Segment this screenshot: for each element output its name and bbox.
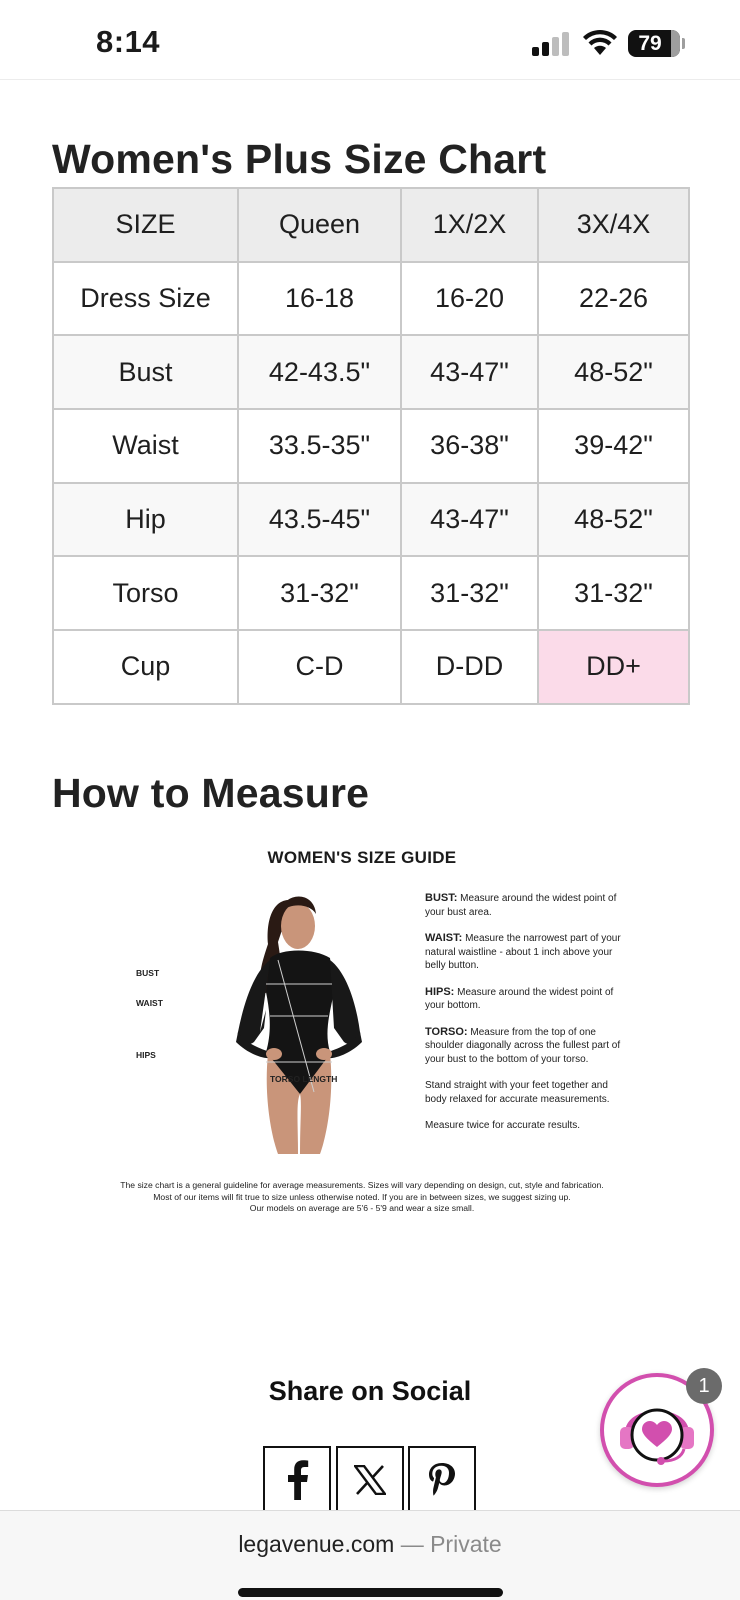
table-cell: 36-38" (401, 409, 538, 483)
private-mode-label: Private (430, 1531, 502, 1557)
url-display[interactable] (0, 1531, 740, 1558)
instruction-stand: Stand straight with your feet together and body relaxed for accurate measurements. (425, 1080, 610, 1105)
url-domain: legavenue.com (238, 1531, 395, 1557)
table-cell: 16-20 (401, 262, 538, 336)
row-label: Torso (53, 556, 238, 630)
x-share-button[interactable] (336, 1446, 404, 1514)
table-cell: 43.5-45" (238, 483, 401, 557)
header-1x2x: 1X/2X (401, 188, 538, 262)
size-guide-title: WOMEN'S SIZE GUIDE (267, 848, 457, 867)
table-row (53, 262, 689, 336)
row-label: Dress Size (53, 262, 238, 336)
share-title: Share on Social (268, 1376, 472, 1406)
table-row (53, 630, 689, 704)
table-cell: C-D (238, 630, 401, 704)
row-label: Bust (53, 335, 238, 409)
how-to-measure-title: How to Measure (52, 770, 370, 816)
instruction-hips: HIPS: Measure around the widest point of your bottom. (425, 985, 614, 1011)
model-figure-illustration (174, 882, 404, 1154)
instruction-twice: Measure twice for accurate results. (425, 1120, 581, 1131)
url-separator: — (394, 1531, 431, 1557)
table-cell-highlighted: DD+ (538, 630, 689, 704)
table-cell: D-DD (401, 630, 538, 704)
header-queen: Queen (238, 188, 401, 262)
table-cell: 31-32" (238, 556, 401, 630)
instruction-waist: WAIST: Measure the narrowest part of your natural waistline - about 1 inch above your belly button. (425, 932, 621, 971)
table-cell: 48-52" (538, 335, 689, 409)
row-label: Waist (53, 409, 238, 483)
instruction-bust: BUST: Measure around the widest point of your bust area. (425, 892, 617, 918)
size-chart-title: Women's Plus Size Chart (52, 136, 547, 182)
measurement-instructions (425, 892, 621, 1146)
hips-label: HIPS (136, 1050, 156, 1060)
bust-label: BUST (136, 968, 160, 978)
pinterest-icon (427, 1461, 457, 1499)
battery-tip (682, 38, 685, 49)
facebook-icon (284, 1460, 310, 1500)
header-3x4x: 3X/4X (538, 188, 689, 262)
table-cell: 48-52" (538, 483, 689, 557)
battery-icon (628, 30, 680, 57)
battery-level: 79 (638, 32, 662, 55)
table-cell: 31-32" (538, 556, 689, 630)
table-row (53, 409, 689, 483)
home-indicator[interactable] (238, 1588, 503, 1597)
table-cell: 43-47" (401, 483, 538, 557)
row-label: Hip (53, 483, 238, 557)
table-cell: 39-42" (538, 409, 689, 483)
table-cell: 42-43.5" (238, 335, 401, 409)
size-guide-footnote: The size chart is a general guideline for average measurements. Sizes will vary depending on design, cut, style and fabrication. Most of our items will fit true to size unless otherwise noted. If you are in between sizes, we suggest sizing up. Our models on average are 5'6 - 5'9 and wear a size small. (120, 1180, 604, 1213)
pinterest-share-button[interactable] (408, 1446, 476, 1514)
status-bar (0, 0, 740, 80)
table-cell: 22-26 (538, 262, 689, 336)
instruction-torso: TORSO: Measure from the top of one shoulder diagonally across the fullest part of your bust to the bottom of your torso. (425, 1025, 621, 1065)
table-row (53, 335, 689, 409)
size-guide-image (110, 840, 630, 1220)
chat-notification-badge: 1 (686, 1368, 722, 1404)
x-icon (354, 1465, 386, 1495)
table-cell: 43-47" (401, 335, 538, 409)
size-chart-table (52, 187, 690, 705)
status-time: 8:14 (96, 24, 161, 59)
cellular-signal-icon (532, 32, 572, 56)
wifi-icon (582, 28, 618, 56)
table-row (53, 556, 689, 630)
table-row (53, 483, 689, 557)
facebook-share-button[interactable] (263, 1446, 331, 1514)
browser-address-bar[interactable] (0, 1510, 740, 1600)
torso-length-label: TORSO LENGTH (270, 1074, 338, 1084)
table-header-row (53, 188, 689, 262)
waist-label: WAIST (136, 998, 163, 1008)
header-size: SIZE (53, 188, 238, 262)
row-label: Cup (53, 630, 238, 704)
table-cell: 33.5-35" (238, 409, 401, 483)
table-cell: 16-18 (238, 262, 401, 336)
table-cell: 31-32" (401, 556, 538, 630)
